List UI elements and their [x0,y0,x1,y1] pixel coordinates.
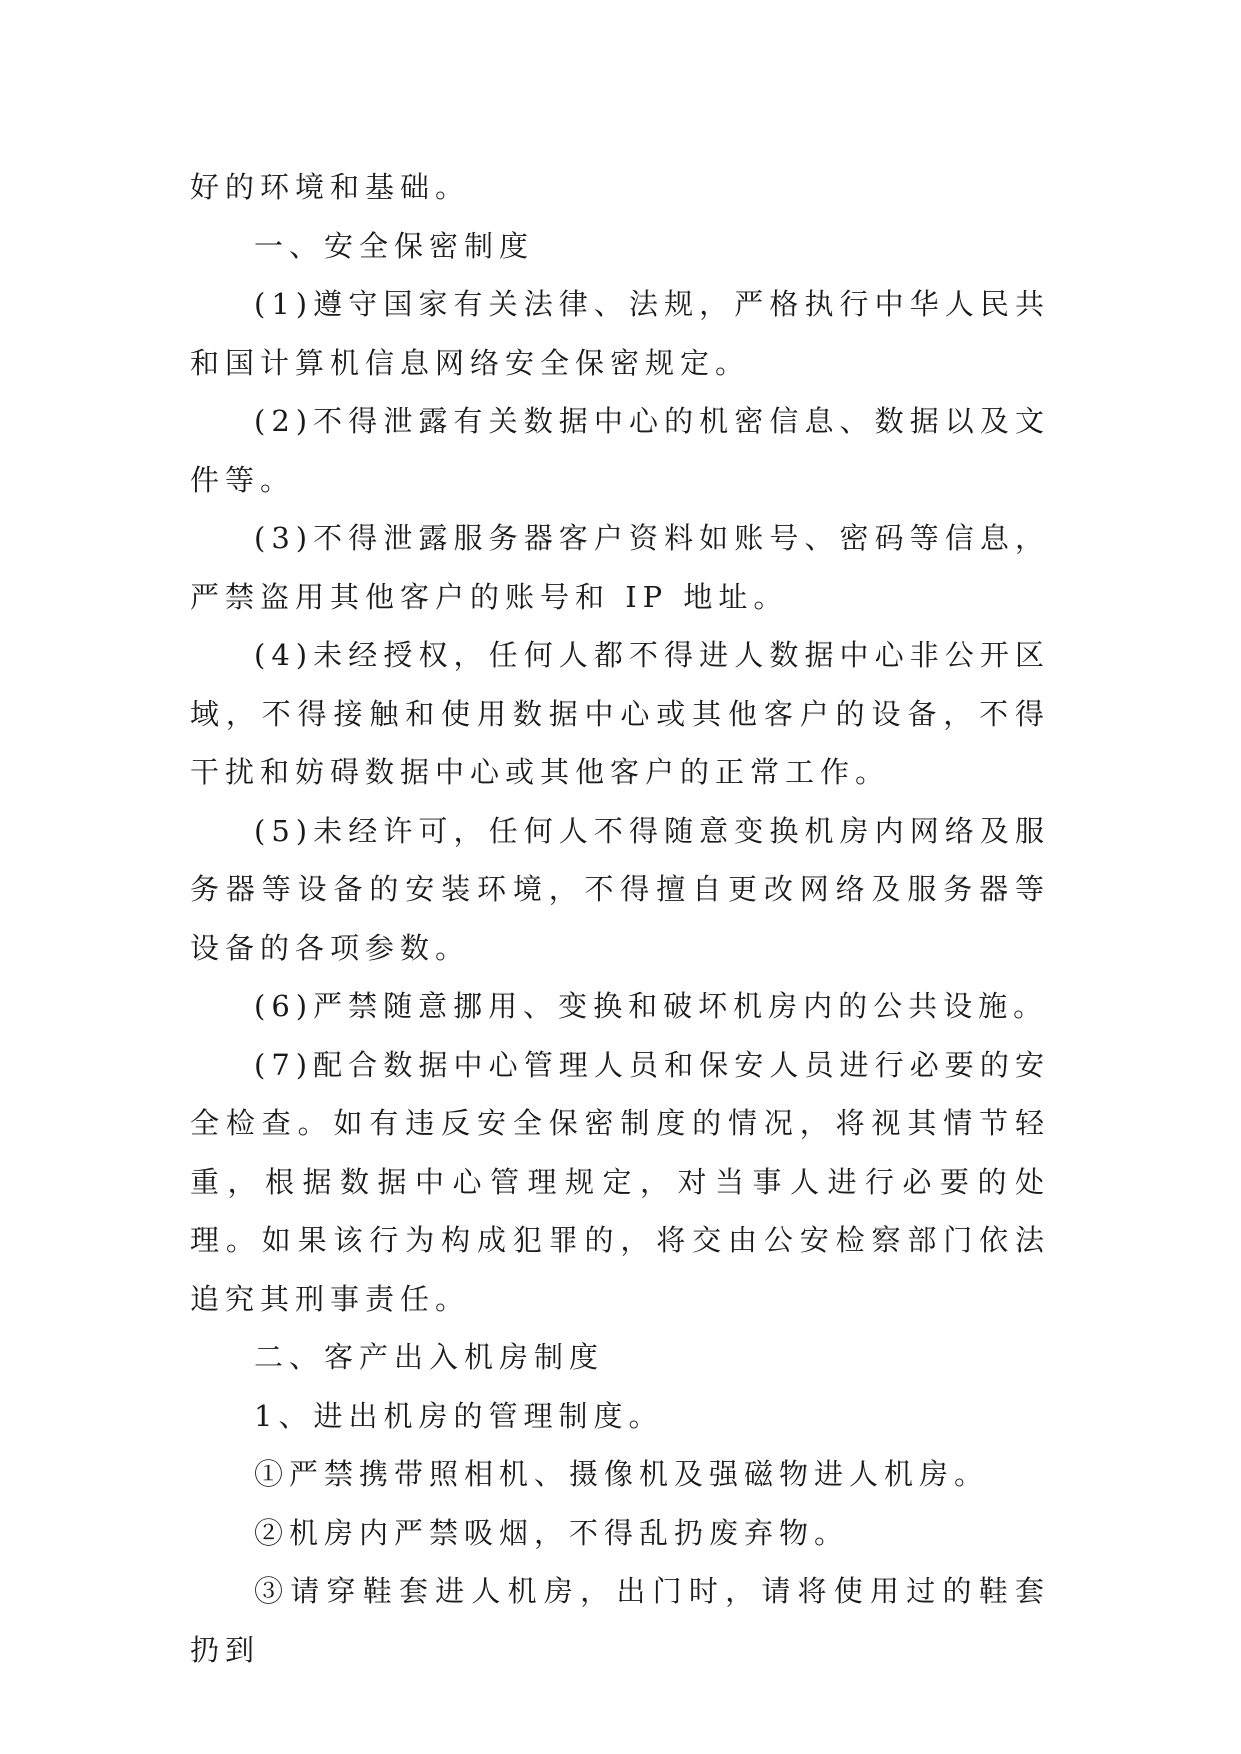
paragraph-continuation: 好的环境和基础。 [190,170,471,204]
subheading-access-management: 1、进出机房的管理制度。 [254,1398,664,1433]
paragraph-item-5: (5)未经许可，任何人不得随意变换机房内网络及服务器等设备的安装环境，不得擅自更改网络及服务器等设备的各项参数。 [190,813,1050,965]
paragraph-item-2: (2)不得泄露有关数据中心的机密信息、数据以及文件等。 [190,404,1050,497]
paragraph-item-7: (7)配合数据中心管理人员和保安人员进行必要的安全检查。如有违反安全保密制度的情况，将视其情节轻重，根据数据中心管理规定，对当事人进行必要的处理。如果该行为构成犯罪的，将交由公安检察部门依法追究其刑事责任。 [190,1047,1050,1316]
paragraph-item-1: (1)遵守国家有关法律、法规，严格执行中华人民共和国计算机信息网络安全保密规定。 [190,287,1050,380]
section-heading-access: 二、客产出入机房制度 [254,1340,605,1374]
rule-item-2: ②机房内严禁吸烟，不得乱扔废弃物。 [254,1515,850,1550]
paragraph-item-4: (4)未经授权，任何人都不得进人数据中心非公开区域，不得接触和使用数据中心或其他客户的设备，不得干扰和妨碍数据中心或其他客户的正常工作。 [190,638,1050,789]
section-heading-security: 一、安全保密制度 [254,228,535,263]
rule-item-1: ①严禁携带照相机、摄像机及强磁物进人机房。 [254,1457,990,1491]
rule-item-3: ③请穿鞋套进人机房，出门时，请将使用过的鞋套扔到 [190,1574,1050,1667]
document-body [190,158,1050,1679]
paragraph-item-3: (3)不得泄露服务器客户资料如账号、密码等信息，严禁盗用其他客户的账号和 IP 地址。 [190,521,1050,614]
paragraph-item-6: (6)严禁随意挪用、变换和破坏机房内的公共设施。 [254,989,1049,1023]
